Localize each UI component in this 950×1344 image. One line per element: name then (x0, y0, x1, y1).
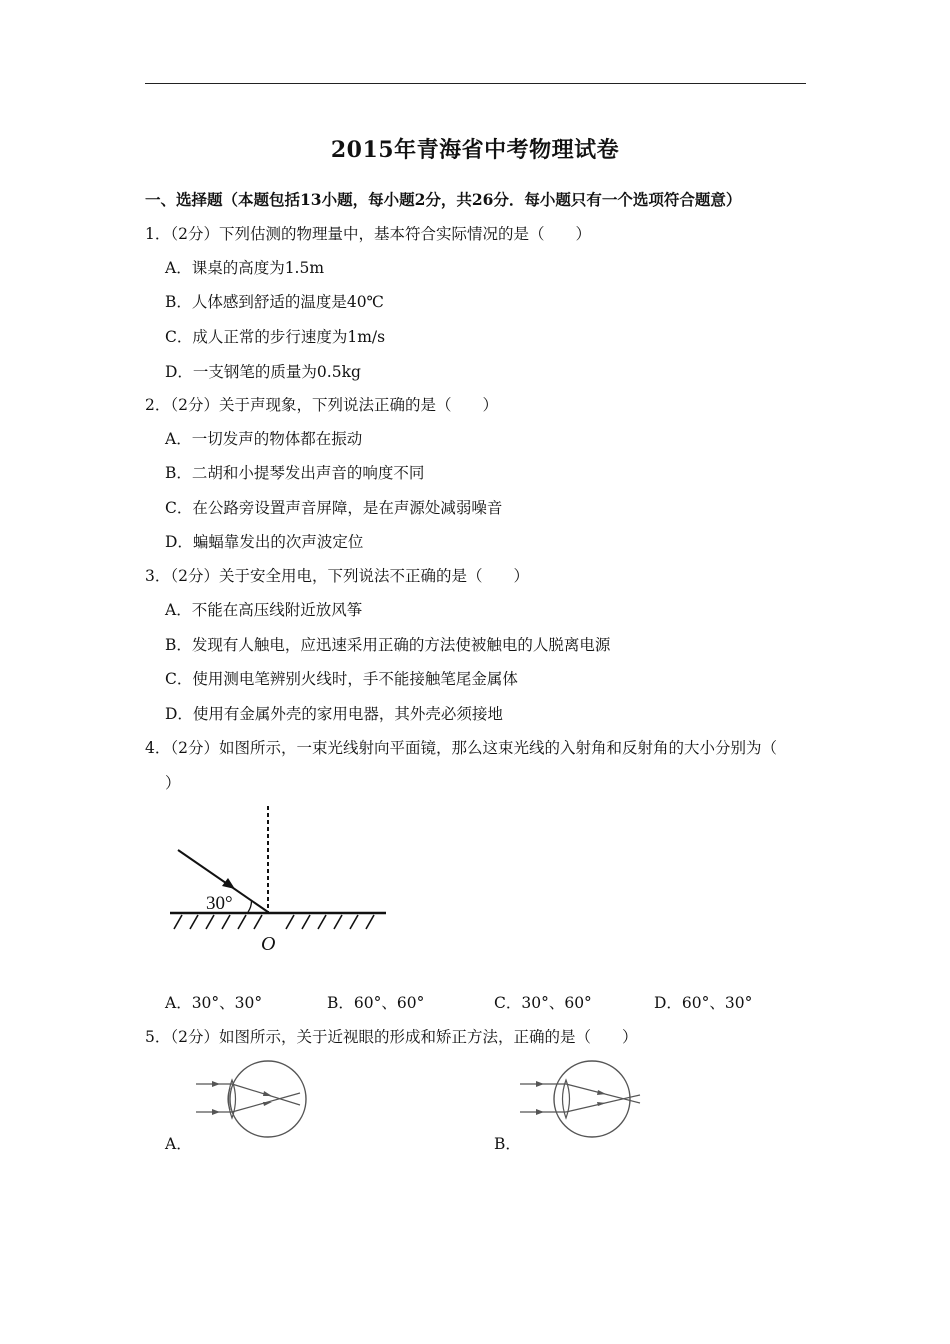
angle-label: 30° (206, 893, 233, 914)
point-o-label: O (261, 933, 276, 955)
question-2-option-b: B．二胡和小提琴发出声音的响度不同 (165, 464, 425, 482)
ray-arrow-icon (263, 1091, 272, 1096)
question-4-option-d: D．60°、30° (654, 994, 753, 1012)
ray-arrow-icon (212, 1081, 220, 1087)
question-3-option-d: D．使用有金属外壳的家用电器，其外壳必须接地 (165, 705, 503, 723)
ray-arrow-icon (536, 1081, 544, 1087)
mirror-hatching (174, 915, 374, 929)
question-4-stem: 4．（2分）如图所示，一束光线射向平面镜，那么这束光线的入射角和反射角的大小分别为（ (145, 739, 777, 757)
question-4-option-b: B．60°、60° (327, 994, 425, 1012)
question-4-option-a: A．30°、30° (165, 994, 263, 1012)
question-3-option-a: A．不能在高压线附近放风筝 (165, 601, 363, 619)
question-3-option-c: C．使用测电笔辨别火线时，手不能接触笔尾金属体 (165, 670, 518, 688)
eye-diagram-a (192, 1058, 312, 1140)
ray-arrow-icon (222, 878, 235, 889)
question-1-option-d: D．一支钢笔的质量为0.5kg (165, 363, 361, 381)
question-4-option-c: C．30°、60° (494, 994, 592, 1012)
question-5-option-b: B． (494, 1135, 521, 1153)
question-1-stem: 1．（2分）下列估测的物理量中，基本符合实际情况的是（ ） (145, 225, 591, 243)
page-title: 2015年青海省中考物理试卷 (330, 137, 620, 163)
question-1-option-a: A．课桌的高度为1.5m (165, 259, 325, 277)
ray-arrow-icon (212, 1109, 220, 1115)
question-2-stem: 2．（2分）关于声现象，下列说法正确的是（ ） (145, 396, 498, 414)
angle-arc (248, 901, 252, 912)
question-5-option-a: A． (165, 1135, 192, 1153)
ray-arrow-icon (263, 1102, 272, 1106)
question-1-option-b: B．人体感到舒适的温度是40℃ (165, 293, 384, 311)
question-3-stem: 3．（2分）关于安全用电，下列说法不正确的是（ ） (145, 567, 529, 585)
question-3-option-b: B．发现有人触电，应迅速采用正确的方法使被触电的人脱离电源 (165, 636, 611, 654)
header-rule (145, 83, 806, 84)
section-heading: 一、选择题（本题包括13小题，每小题2分，共26分．每小题只有一个选项符合题意） (145, 190, 742, 209)
question-5-stem: 5．（2分）如图所示，关于近视眼的形成和矫正方法，正确的是（ ） (145, 1028, 638, 1046)
question-1-option-c: C．成人正常的步行速度为1m/s (165, 328, 386, 346)
question-2-option-d: D．蝙蝠靠发出的次声波定位 (165, 533, 364, 551)
eye-diagram-b (516, 1058, 646, 1140)
mirror-reflection-diagram (160, 800, 400, 960)
question-2-option-c: C．在公路旁设置声音屏障，是在声源处减弱噪音 (165, 499, 503, 517)
question-2-option-a: A．一切发声的物体都在振动 (165, 430, 363, 448)
question-4-stem-continuation: ） (165, 774, 181, 792)
ray-arrow-icon (536, 1109, 544, 1115)
